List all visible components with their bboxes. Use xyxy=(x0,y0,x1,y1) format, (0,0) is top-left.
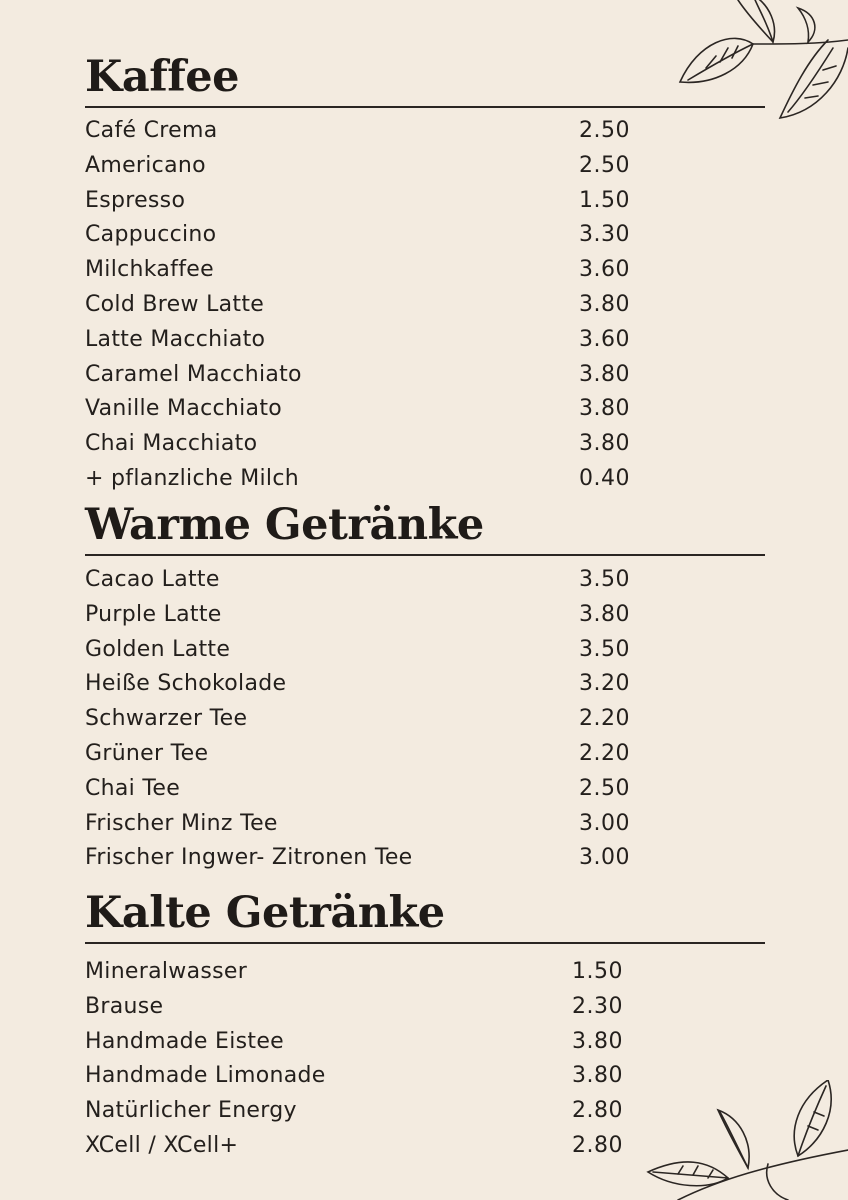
item-price: 3.80 xyxy=(579,291,630,317)
item-name: Natürlicher Energy xyxy=(85,1098,297,1124)
menu-item xyxy=(85,253,765,288)
menu-item xyxy=(85,1025,765,1060)
section-warme-getraenke xyxy=(85,500,765,876)
menu-item xyxy=(85,114,765,149)
menu-item xyxy=(85,563,765,598)
item-price: 3.80 xyxy=(579,396,630,422)
menu-item xyxy=(85,667,765,702)
menu-item xyxy=(85,807,765,842)
item-price: 3.00 xyxy=(579,845,630,871)
section-divider xyxy=(85,942,765,944)
item-price: 2.30 xyxy=(572,993,623,1019)
menu-item xyxy=(85,702,765,737)
item-name: Cacao Latte xyxy=(85,567,220,592)
menu-item xyxy=(85,737,765,772)
item-name: Americano xyxy=(85,152,206,178)
item-price: 2.80 xyxy=(572,1098,623,1124)
item-price: 3.80 xyxy=(579,361,630,387)
item-name: Purple Latte xyxy=(85,601,222,627)
menu-item xyxy=(85,184,765,219)
item-name: Caramel Macchiato xyxy=(85,361,302,387)
item-name: Mineralwasser xyxy=(85,959,248,984)
menu-item xyxy=(85,358,765,393)
section-kaffee xyxy=(85,52,765,497)
item-name: Schwarzer Tee xyxy=(85,706,248,732)
item-price: 2.50 xyxy=(579,775,630,801)
item-price: 3.20 xyxy=(579,671,630,697)
item-name: Brause xyxy=(85,993,164,1019)
item-name: Milchkaffee xyxy=(85,257,214,283)
item-price: 2.20 xyxy=(579,740,630,766)
item-name: Heiße Schokolade xyxy=(85,671,287,697)
item-name: Frischer Minz Tee xyxy=(85,810,278,836)
item-name: Golden Latte xyxy=(85,636,231,662)
item-price: 2.20 xyxy=(579,706,630,732)
menu-item xyxy=(85,598,765,633)
item-price: 3.50 xyxy=(579,567,630,592)
item-name: Cold Brew Latte xyxy=(85,291,265,317)
section-divider xyxy=(85,554,765,556)
section-title: Kalte Getränke xyxy=(85,888,445,938)
item-list xyxy=(85,563,765,876)
section-title: Kaffee xyxy=(85,52,239,102)
item-name: Grüner Tee xyxy=(85,740,209,766)
item-price: 3.80 xyxy=(579,431,630,457)
menu-item xyxy=(85,772,765,807)
item-name: Chai Tee xyxy=(85,775,181,801)
section-kalte-getraenke xyxy=(85,888,765,1164)
item-list xyxy=(85,955,765,1164)
menu-item xyxy=(85,633,765,668)
menu-item xyxy=(85,392,765,427)
menu-item xyxy=(85,149,765,184)
item-name: + pflanzliche Milch xyxy=(85,465,299,491)
menu-item xyxy=(85,462,765,497)
menu-item xyxy=(85,427,765,462)
item-price: 3.00 xyxy=(579,810,630,836)
item-name: Handmade Eistee xyxy=(85,1028,285,1054)
item-price: 2.80 xyxy=(572,1132,623,1158)
menu-item xyxy=(85,218,765,253)
menu-item xyxy=(85,1059,765,1094)
menu-item xyxy=(85,955,765,990)
item-price: 3.80 xyxy=(572,1028,623,1054)
item-price: 2.50 xyxy=(579,118,630,143)
section-divider xyxy=(85,106,765,108)
item-name: Chai Macchiato xyxy=(85,431,258,457)
item-price: 3.50 xyxy=(579,636,630,662)
item-price: 2.50 xyxy=(579,152,630,178)
item-name: Frischer Ingwer- Zitronen Tee xyxy=(85,845,413,871)
section-title: Warme Getränke xyxy=(85,500,484,550)
item-name: Handmade Limonade xyxy=(85,1063,326,1089)
item-price: 3.60 xyxy=(579,326,630,352)
item-price: 3.30 xyxy=(579,222,630,248)
menu-item xyxy=(85,288,765,323)
item-price: 3.80 xyxy=(579,601,630,627)
menu-item xyxy=(85,841,765,876)
item-name: Vanille Macchiato xyxy=(85,396,283,422)
menu-item xyxy=(85,323,765,358)
item-name: Espresso xyxy=(85,187,186,213)
item-name: Cappuccino xyxy=(85,222,217,248)
menu-item xyxy=(85,990,765,1025)
item-price: 1.50 xyxy=(572,959,623,984)
menu-item xyxy=(85,1094,765,1129)
item-price: 1.50 xyxy=(579,187,630,213)
item-list xyxy=(85,114,765,497)
item-name: Latte Macchiato xyxy=(85,326,266,352)
item-price: 0.40 xyxy=(579,465,630,491)
item-name: XCell / XCell+ xyxy=(85,1132,239,1158)
menu-item xyxy=(85,1129,765,1164)
item-price: 3.80 xyxy=(572,1063,623,1089)
item-name: Café Crema xyxy=(85,118,218,143)
item-price: 3.60 xyxy=(579,257,630,283)
